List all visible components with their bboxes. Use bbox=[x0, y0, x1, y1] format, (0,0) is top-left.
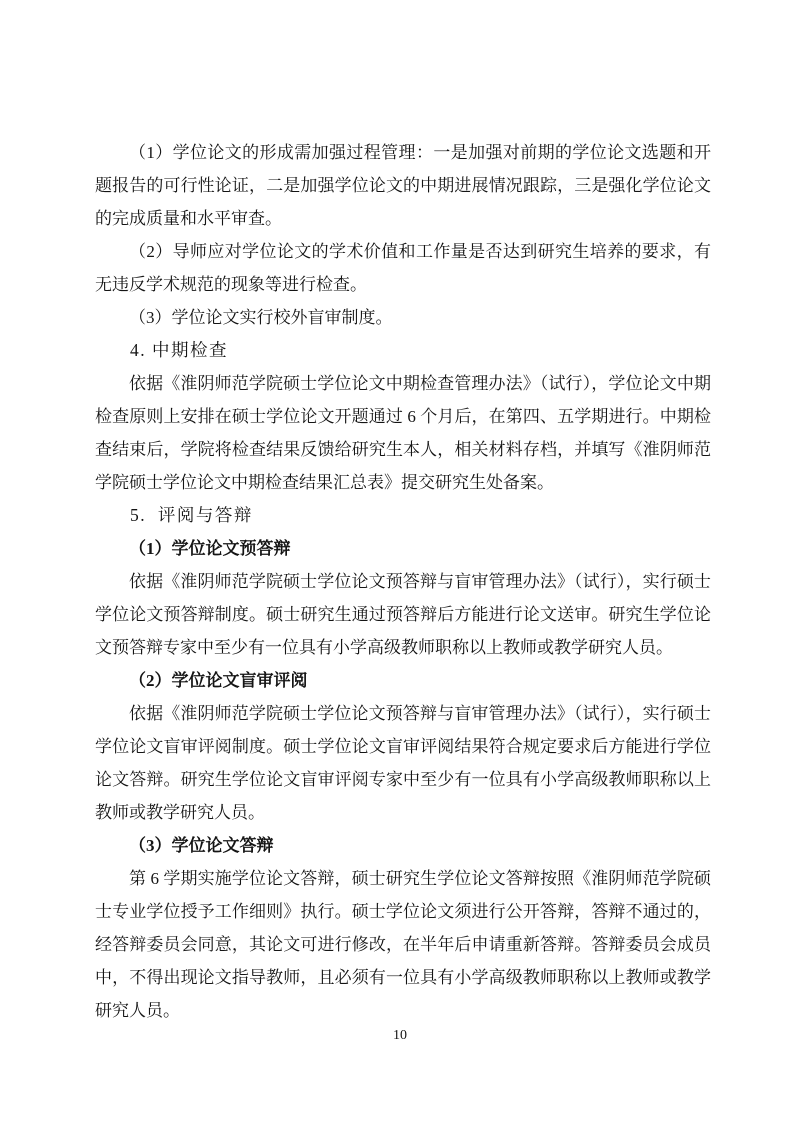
paragraph-process-management: （1）学位论文的形成需加强过程管理：一是加强对前期的学位论文选题和开题报告的可行性论证，二是加强学位论文的中期进展情况跟踪，三是强化学位论文的完成质量和水平审查。 bbox=[95, 143, 711, 228]
subsection-heading-blind-review: （2）学位论文盲审评阅 bbox=[129, 671, 308, 690]
paragraph-pre-defense-detail: 依据《淮阴师范学院硕士学位论文预答辩与盲审管理办法》（试行），实行硕士学位论文预答辩制度。硕士研究生通过预答辩后方能进行论文送审。研究生学位论文预答辩专家中至少有一位具有小学高级教师职称以上教师或教学研究人员。 bbox=[95, 572, 711, 657]
section-heading-review-defense: 5. 评阅与答辩 bbox=[130, 505, 253, 525]
paragraph-blind-review-detail: 依据《淮阴师范学院硕士学位论文预答辩与盲审管理办法》（试行），实行硕士学位论文盲审评阅制度。硕士学位论文盲审评阅结果符合规定要求后方能进行学位论文答辩。研究生学位论文盲审评阅专家中至少有一位具有小学高级教师职称以上教师或教学研究人员。 bbox=[95, 704, 711, 822]
paragraph-midterm-check-detail: 依据《淮阴师范学院硕士学位论文中期检查管理办法》（试行），学位论文中期检查原则上安排在硕士学位论文开题通过 6 个月后，在第四、五学期进行。中期检查结束后，学院将检查结果反馈给研究生本人，相关材料存档，并填写《淮阴师范学院硕士学位论文中期检查结果汇总表》提交研究生处备案。 bbox=[95, 374, 711, 492]
paragraph-supervisor-check: （2）导师应对学位论文的学术价值和工作量是否达到研究生培养的要求，有无违反学术规范的现象等进行检查。 bbox=[95, 242, 711, 294]
paragraph-blind-review-system: （3）学位论文实行校外盲审制度。 bbox=[129, 308, 393, 327]
subsection-heading-pre-defense: （1）学位论文预答辩 bbox=[129, 539, 291, 558]
page-number: 10 bbox=[393, 1028, 407, 1043]
subsection-heading-defense: （3）学位论文答辩 bbox=[129, 836, 274, 855]
document-body bbox=[95, 136, 711, 1027]
paragraph-defense-detail: 第 6 学期实施学位论文答辩，硕士研究生学位论文答辩按照《淮阴师范学院硕士专业学位授予工作细则》执行。硕士学位论文须进行公开答辩，答辩不通过的，经答辩委员会同意，其论文可进行修改，在半年后申请重新答辩。答辩委员会成员中，不得出现论文指导教师，且必须有一位具有小学高级教师职称以上教师或教学研究人员。 bbox=[95, 869, 711, 1020]
section-heading-midterm-check: 4. 中期检查 bbox=[130, 340, 228, 360]
page-footer bbox=[0, 1026, 800, 1046]
